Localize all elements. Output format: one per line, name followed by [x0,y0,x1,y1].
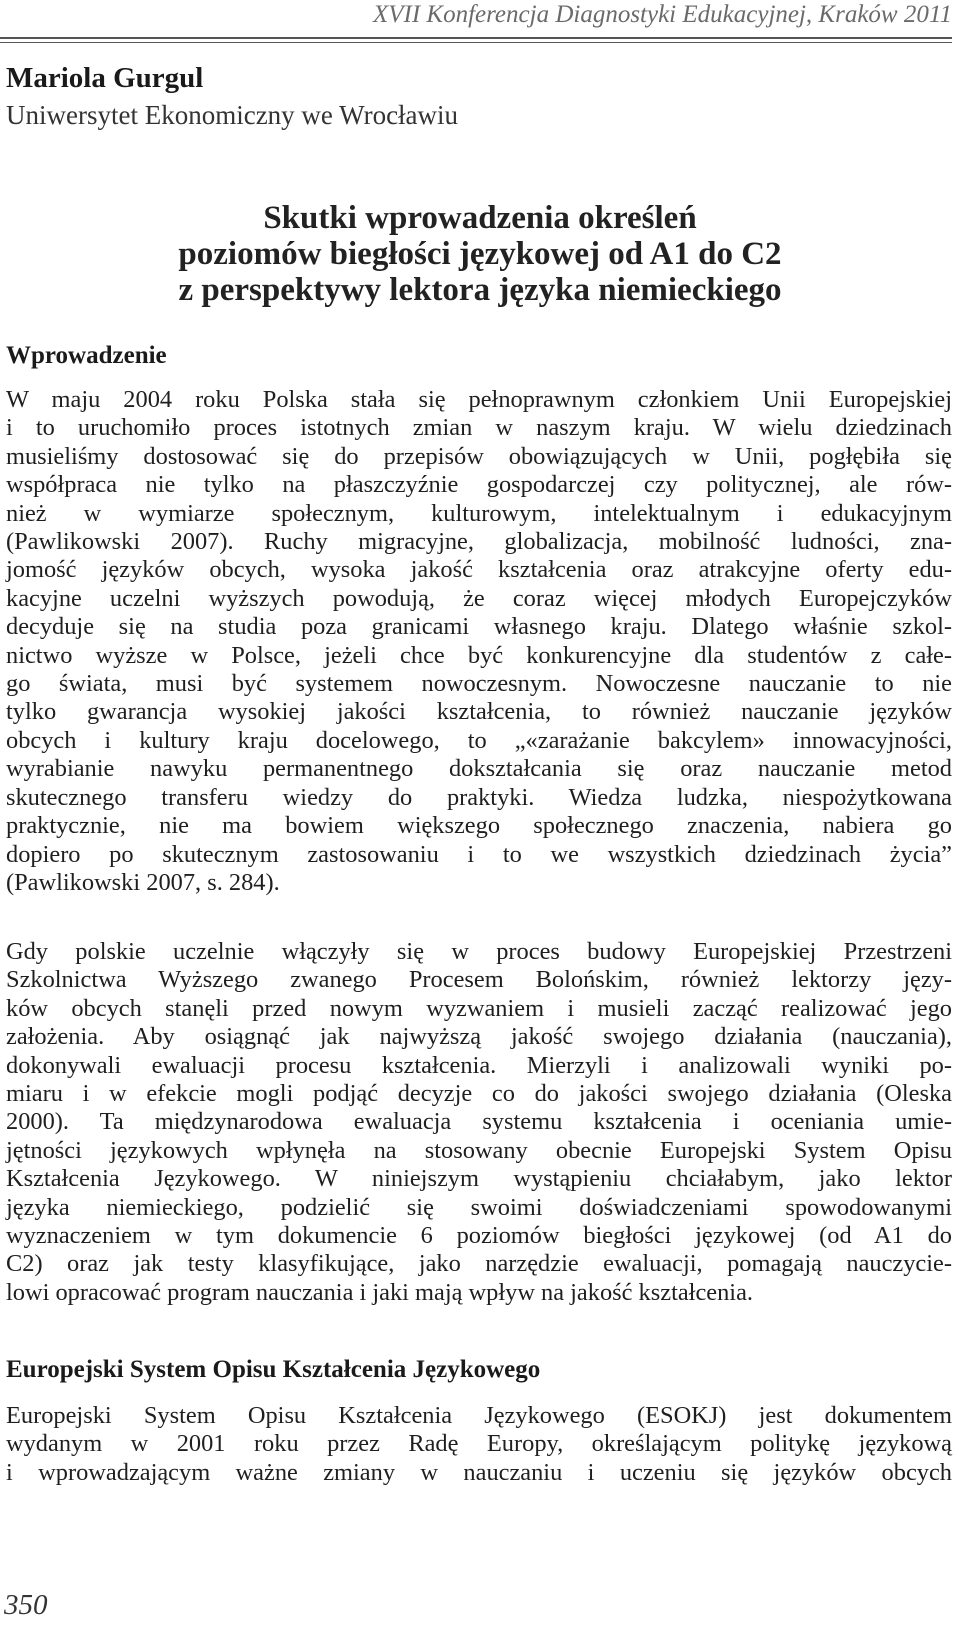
text-line: 2000). Ta międzynarodowa ewaluacja systemu kształcenia i oceniania umie- [6,1108,952,1136]
text-line: musieliśmy dostosować się do przepisów obowiązujących w Unii, pogłębiła się [6,442,952,470]
text-line: obcych i kultury kraju docelowego, to „«zarażanie bakcylem» innowacyjności, [6,726,952,754]
text-line: Kształcenia Językowego. W niniejszym wystąpieniu chciałabym, jako lektor [6,1165,952,1193]
text-line: skutecznego transferu wiedzy do praktyki. Wiedza ludzka, niespożytkowana [6,783,952,811]
paragraph-introduction-2 [6,938,952,1307]
text-line: W maju 2004 roku Polska stała się pełnoprawnym członkiem Unii Europejskiej [6,386,952,413]
header-double-rule [0,37,952,43]
text-line: dokonywali ewaluacji procesu kształcenia. Mierzyli i analizowali wyniki po- [6,1051,952,1079]
text-line: Szkolnictwa Wyższego zwanego Procesem Bolońskim, również lektorzy języ- [6,966,952,994]
text-line: kacyjne uczelni wyższych powodują, że coraz więcej młodych Europejczyków [6,584,952,612]
text-line: praktycznie, nie ma bowiem większego społecznego znaczenia, nabiera go [6,812,952,840]
author-affiliation: Uniwersytet Ekonomiczny we Wrocławiu [6,100,459,130]
paragraph-esokj-1 [6,1402,952,1487]
text-line: miaru i w efekcie mogli podjąć decyzje co do jakości swojego działania (Oleska [6,1080,952,1108]
section-heading-introduction: Wprowadzenie [6,342,167,369]
text-line: i to uruchomiło proces istotnych zmian w naszym kraju. W wielu dziedzinach [6,414,952,442]
title-line: z perspektywy lektora języka niemieckiego [178,272,782,308]
paragraph-introduction-1 [6,386,952,897]
text-line: wyznaczeniem w tym dokumencie 6 poziomów biegłości językowej (od A1 do [6,1222,952,1250]
text-line: jętności językowych wpłynęła na stosowany obecnie Europejski System Opisu [6,1136,952,1164]
text-line: lowi opracować program nauczania i jaki mają wpływ na jakość kształcenia. [6,1278,753,1306]
text-line: założenia. Aby osiągnąć jak najwyższą jakość swojego działania (nauczania), [6,1023,952,1051]
page-number: 350 [4,1589,48,1621]
running-head: XVII Konferencja Diagnostyki Edukacyjnej, Kraków 2011 [372,1,952,28]
section-heading-esokj: Europejski System Opisu Kształcenia Językowego [6,1356,541,1383]
text-line: i wprowadzającym ważne zmiany w nauczaniu i uczeniu się języków obcych [6,1458,952,1486]
text-line: jomość języków obcych, wysoka jakość kształcenia oraz atrakcyjne oferty edu- [6,556,952,584]
text-line: wyrabianie nawyku permanentnego dokształcania się oraz nauczanie metod [6,755,952,783]
text-line: (Pawlikowski 2007, s. 284). [6,868,280,896]
text-line: go świata, musi być systemem nowoczesnym. Nowoczesne nauczanie to nie [6,670,952,698]
text-line: języka niemieckiego, podzielić się swoimi doświadczeniami spowodowanymi [6,1193,952,1221]
text-line: wydanym w 2001 roku przez Radę Europy, określającym politykę językową [6,1430,952,1458]
title-line: poziomów biegłości językowej od A1 do C2 [178,236,782,272]
text-line: decyduje się na studia poza granicami własnego kraju. Dlatego właśnie szkol- [6,613,952,641]
text-line: tylko gwarancja wysokiej jakości kształcenia, to również nauczanie języków [6,698,952,726]
text-line: nież w wymiarze społecznym, kulturowym, intelektualnym i edukacyjnym [6,499,952,527]
text-line: nictwo wyższe w Polsce, jeżeli chce być konkurencyjne dla studentów z całe- [6,641,952,669]
text-line: Gdy polskie uczelnie włączyły się w proces budowy Europejskiej Przestrzeni [6,938,952,965]
text-line: współpraca nie tylko na płaszczyźnie gospodarczej czy politycznej, ale rów- [6,471,952,499]
text-line: C2) oraz jak testy klasyfikujące, jako narzędzie ewaluacji, pomagają nauczycie- [6,1250,952,1278]
text-line: (Pawlikowski 2007). Ruchy migracyjne, globalizacja, mobilność ludności, zna- [6,528,952,556]
text-line: ków obcych stanęli przed nowym wyzwaniem i musieli zacząć realizować jego [6,994,952,1022]
paper-title [130,200,830,308]
title-line: Skutki wprowadzenia określeń [263,200,697,236]
text-line: dopiero po skutecznym zastosowaniu i to we wszystkich dziedzinach życia” [6,840,952,868]
author-name: Mariola Gurgul [6,62,204,94]
text-line: Europejski System Opisu Kształcenia Językowego (ESOKJ) jest dokumentem [6,1402,952,1429]
